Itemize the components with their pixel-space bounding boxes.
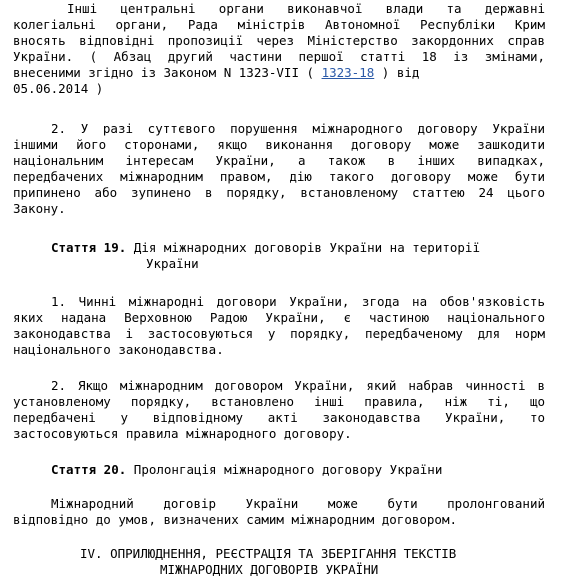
paragraph-line: яких надана Верховною Радою України, є частиною національного [13,310,545,325]
article-heading [51,240,480,256]
paragraph-line: 2. Якщо міжнародним договором України, який набрав чинності в [51,378,545,393]
paragraph-line: відповідно до умов, визначених самим міжнародним договором. [13,512,458,527]
paragraph-line: установленому порядку, встановлено інші правила, ніж ті, що [13,394,545,409]
paragraph-line: законодавства і застосовуються у порядку, передбаченому для норм [13,326,545,341]
paragraph-line: припинено або зупинено в порядку, встановленому статтею 24 цього [13,185,545,200]
paragraph-line: національного законодавства. [13,342,224,357]
text-segment: внесеними згідно із Законом N 1323-VII ( [13,65,322,80]
paragraph-line: передбачених міжнародним правом, дію такого договору може бути [13,169,545,184]
paragraph-line: національним інтересам України, а також в інших випадках, [13,153,545,168]
section-heading: IV. ОПРИЛЮДНЕННЯ, РЕЄСТРАЦІЯ ТА ЗБЕРІГАННЯ ТЕКСТІВ [80,546,457,561]
article-number: Стаття 19. [51,240,127,255]
paragraph-line: 1. Чинні міжнародні договори України, згода на обов'язковість [51,294,545,309]
law-reference-link[interactable]: 1323-18 [321,65,375,80]
paragraph-line: іншими його сторонами, якщо виконання договору може зашкодити [13,137,545,152]
paragraph-line: колегіальні органи, Рада міністрів Автономної Республіки Крим [13,17,545,32]
paragraph-line: України. ( Абзац другий частини першої статті 18 із змінами, [13,49,545,64]
paragraph-line: 05.06.2014 ) [13,81,104,96]
article-title: Дія міжнародних договорів України на території [133,240,480,255]
article-title-continued: України [146,256,199,271]
article-number: Стаття 20. [51,462,127,477]
paragraph-line-with-link [13,65,419,81]
paragraph-line: передбачені у відповідному акті законодавства України, то [13,410,545,425]
paragraph-line: Закону. [13,201,66,216]
paragraph-line: Інші центральні органи виконавчої влади та державні [67,1,545,16]
article-heading [51,462,442,478]
paragraph-line: застосовуються правила міжнародного договору. [13,426,352,441]
section-heading: МІЖНАРОДНИХ ДОГОВОРІВ УКРАЇНИ [160,562,379,577]
paragraph-line: Міжнародний договір України може бути пролонгований [51,496,545,511]
text-segment: ) від [374,65,420,80]
paragraph-line: вносять відповідні пропозиції через Міністерство закордонних справ [13,33,545,48]
paragraph-line: 2. У разі суттєвого порушення міжнародного договору України [51,121,545,136]
article-title: Пролонгація міжнародного договору України [133,462,443,477]
